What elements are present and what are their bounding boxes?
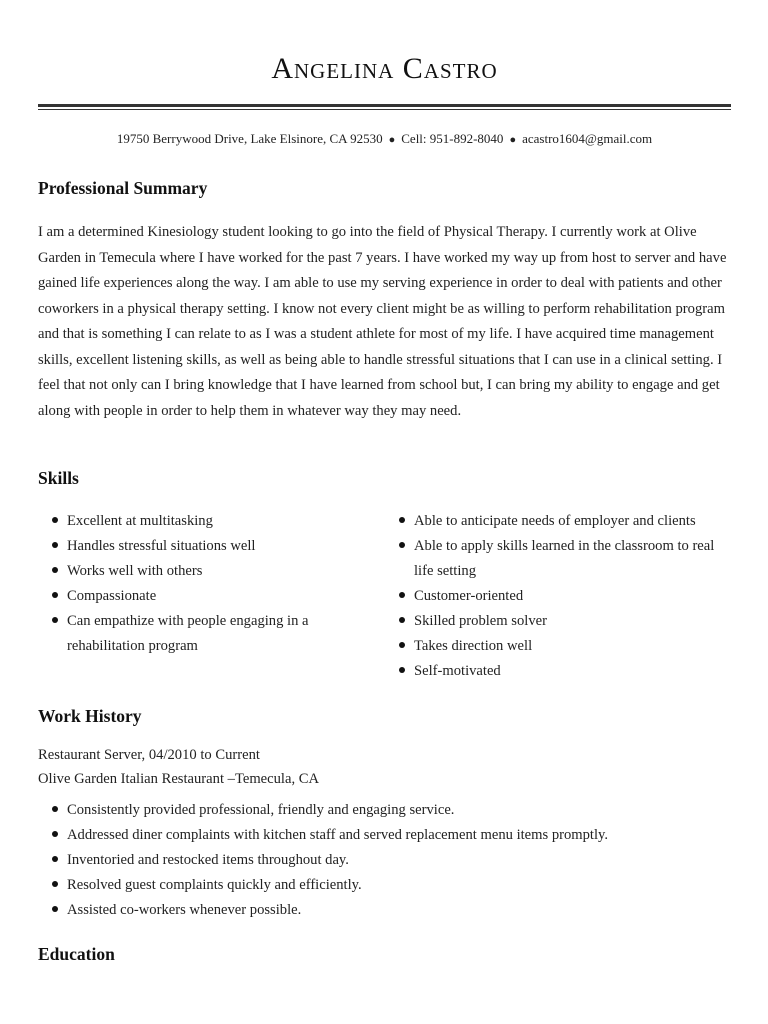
duty-item: Consistently provided professional, friendly and engaging service. [38, 798, 731, 823]
header-rule-thin [38, 109, 731, 110]
summary-heading: Professional Summary [38, 178, 208, 198]
skill-item: Can empathize with people engaging in a rehabilitation program [38, 609, 383, 659]
bullet-icon: ● [388, 134, 396, 146]
duty-item: Resolved guest complaints quickly and efficiently. [38, 873, 731, 898]
skill-item: Takes direction well [385, 634, 731, 659]
duty-item: Assisted co-workers whenever possible. [38, 898, 731, 923]
contact-line [38, 131, 731, 147]
skill-item: Works well with others [38, 559, 383, 584]
skill-item: Customer-oriented [385, 584, 731, 609]
header-rule-thick [38, 104, 731, 107]
skill-item: Excellent at multitasking [38, 509, 383, 534]
skill-item: Compassionate [38, 584, 383, 609]
skills-heading: Skills [38, 468, 79, 488]
education-heading: Education [38, 944, 115, 964]
skills-list-right [385, 509, 731, 684]
skill-item: Able to apply skills learned in the classroom to real life setting [385, 534, 731, 584]
duty-item: Addressed diner complaints with kitchen staff and served replacement menu items promptly. [38, 823, 731, 848]
skills-list-left [38, 509, 383, 659]
summary-text: I am a determined Kinesiology student looking to go into the field of Physical Therapy. I currently work at Olive Garden in Temecula where I have worked for the past 7 years. I have worked my way up from host to server and have gained life experiences along the way. I am able to use my serving experience in order to deal with patients and other coworkers in a physical therapy setting. I know not every client might be as willing to perform rehabilitation program and that is something I can relate to as I was a student athlete for most of my life. I have acquired time management skills, excellent listening skills, as well as being able to handle stressful situations that I can use in a clinical setting. I feel that not only can I bring knowledge that I have learned from school but, I can bring my ability to engage and get along with people in order to help them in whatever way they may need. [38, 224, 727, 419]
bullet-icon: ● [509, 134, 517, 146]
contact-email: acastro1604@gmail.com [522, 131, 653, 146]
contact-address: 19750 Berrywood Drive, Lake Elsinore, CA 92530 [116, 131, 383, 146]
job-duties-list [38, 798, 731, 923]
skill-item: Skilled problem solver [385, 609, 731, 634]
work-history-heading: Work History [38, 706, 142, 726]
skill-item: Handles stressful situations well [38, 534, 383, 559]
contact-phone: Cell: 951-892-8040 [401, 131, 504, 146]
candidate-name: Angelina Castro [271, 52, 498, 85]
duty-item: Inventoried and restocked items throughout day. [38, 848, 731, 873]
job-title: Restaurant Server, 04/2010 to Current [38, 747, 260, 763]
skill-item: Able to anticipate needs of employer and clients [385, 509, 731, 534]
skill-item: Self-motivated [385, 659, 731, 684]
job-company: Olive Garden Italian Restaurant –Temecula, CA [38, 771, 320, 787]
